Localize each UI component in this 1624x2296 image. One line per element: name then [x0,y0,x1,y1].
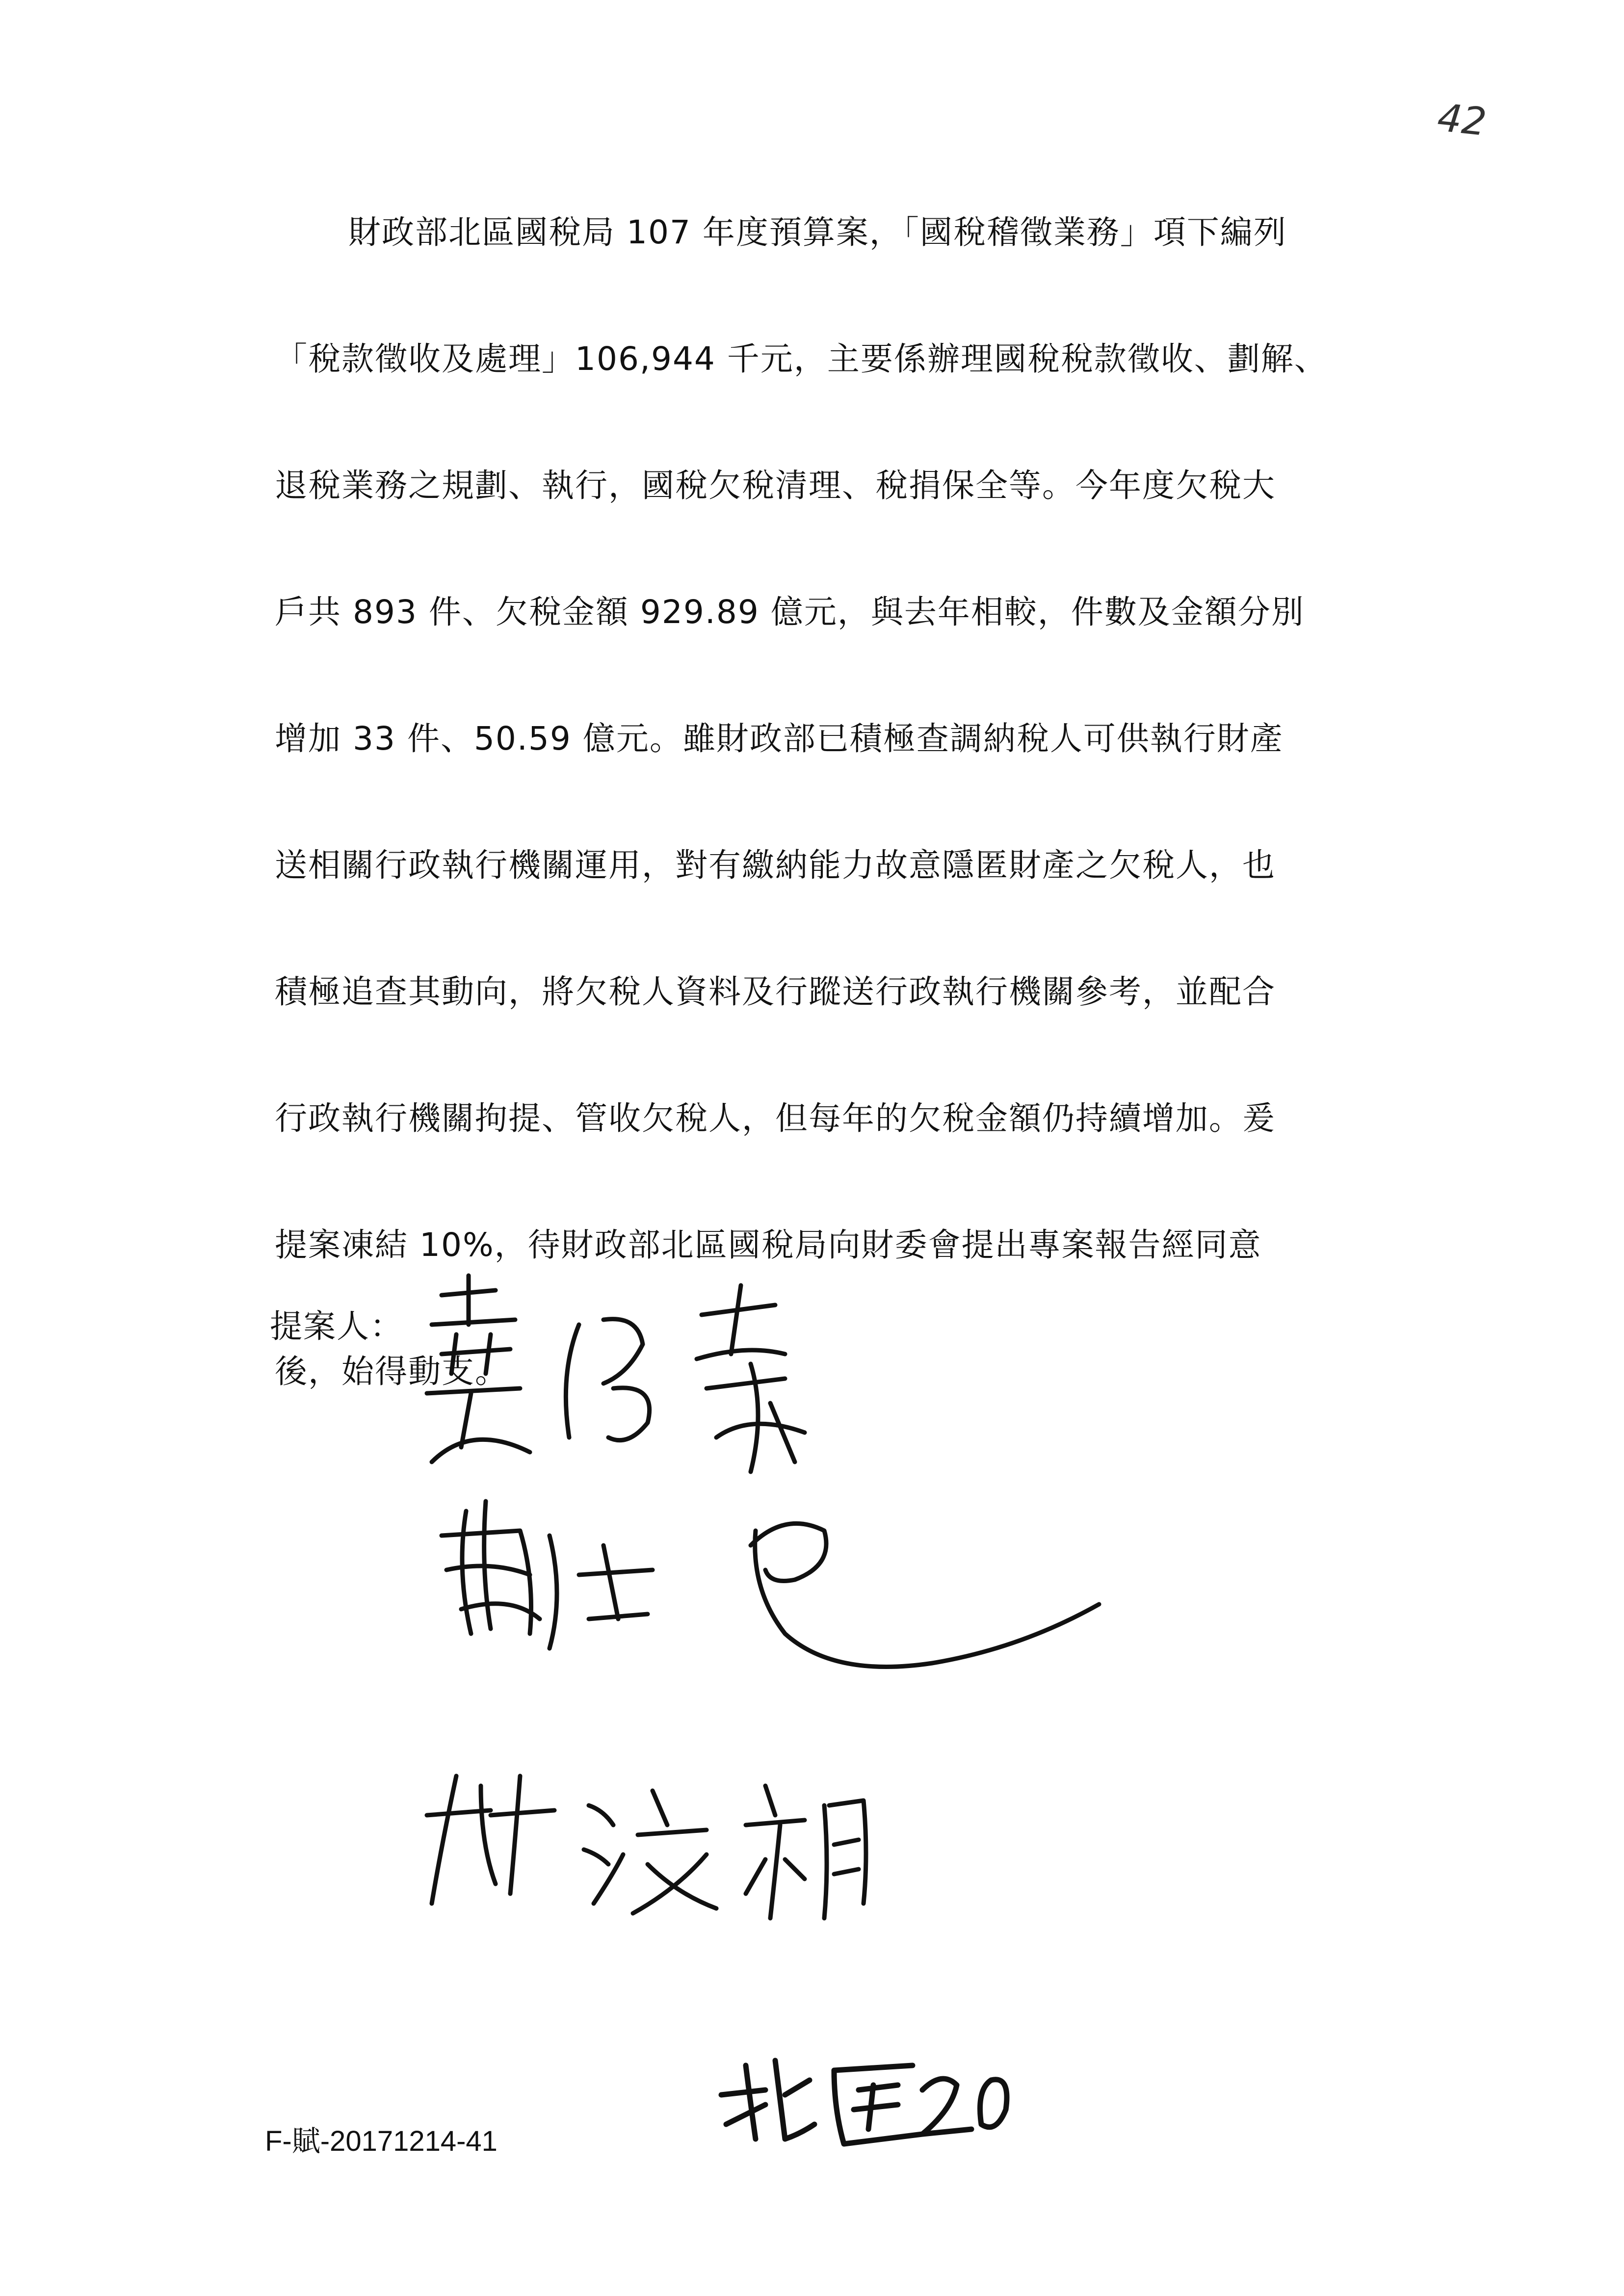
signature-2 [442,1501,1099,1667]
body-line-8: 行政執行機關拘提、管收欠稅人，但每年的欠稅金額仍持續增加。爰 [275,1099,1276,1137]
document-code: F-賦-20171214-41 [265,2125,498,2157]
body-line-5: 增加 33 件、50.59 億元。雖財政部已積極查調納稅人可供執行財產 [275,720,1283,757]
body-line-6: 送相關行政執行機關運用，對有繳納能力故意隱匿財產之欠稅人，也 [275,846,1276,884]
body-line-1: 財政部北區國稅局 107 年度預算案，「國稅稽徵業務」項下編列 [348,213,1287,251]
page-number: 42 [1435,96,1489,145]
body-line-10: 後，始得動支。 [275,1353,508,1390]
body-line-4: 戶共 893 件、欠稅金額 929.89 億元，與去年相較，件數及金額分別 [275,593,1305,631]
body-line-3: 退稅業務之規劃、執行，國稅欠稅清理、稅捐保全等。今年度欠稅大 [275,467,1276,504]
signature-3 [427,1776,866,1918]
handwritten-note [721,2061,1007,2144]
body-line-2: 「稅款徵收及處理」106,944 千元，主要係辦理國稅稅款徵收、劃解、 [275,340,1328,378]
proposer-label: 提案人： [270,1307,403,1345]
body-line-9: 提案凍結 10%，待財政部北區國稅局向財委會提出專案報告經同意 [275,1226,1262,1264]
body-line-7: 積極追查其動向，將欠稅人資料及行蹤送行政執行機關參考，並配合 [275,973,1276,1011]
signature-1 [427,1276,805,1472]
